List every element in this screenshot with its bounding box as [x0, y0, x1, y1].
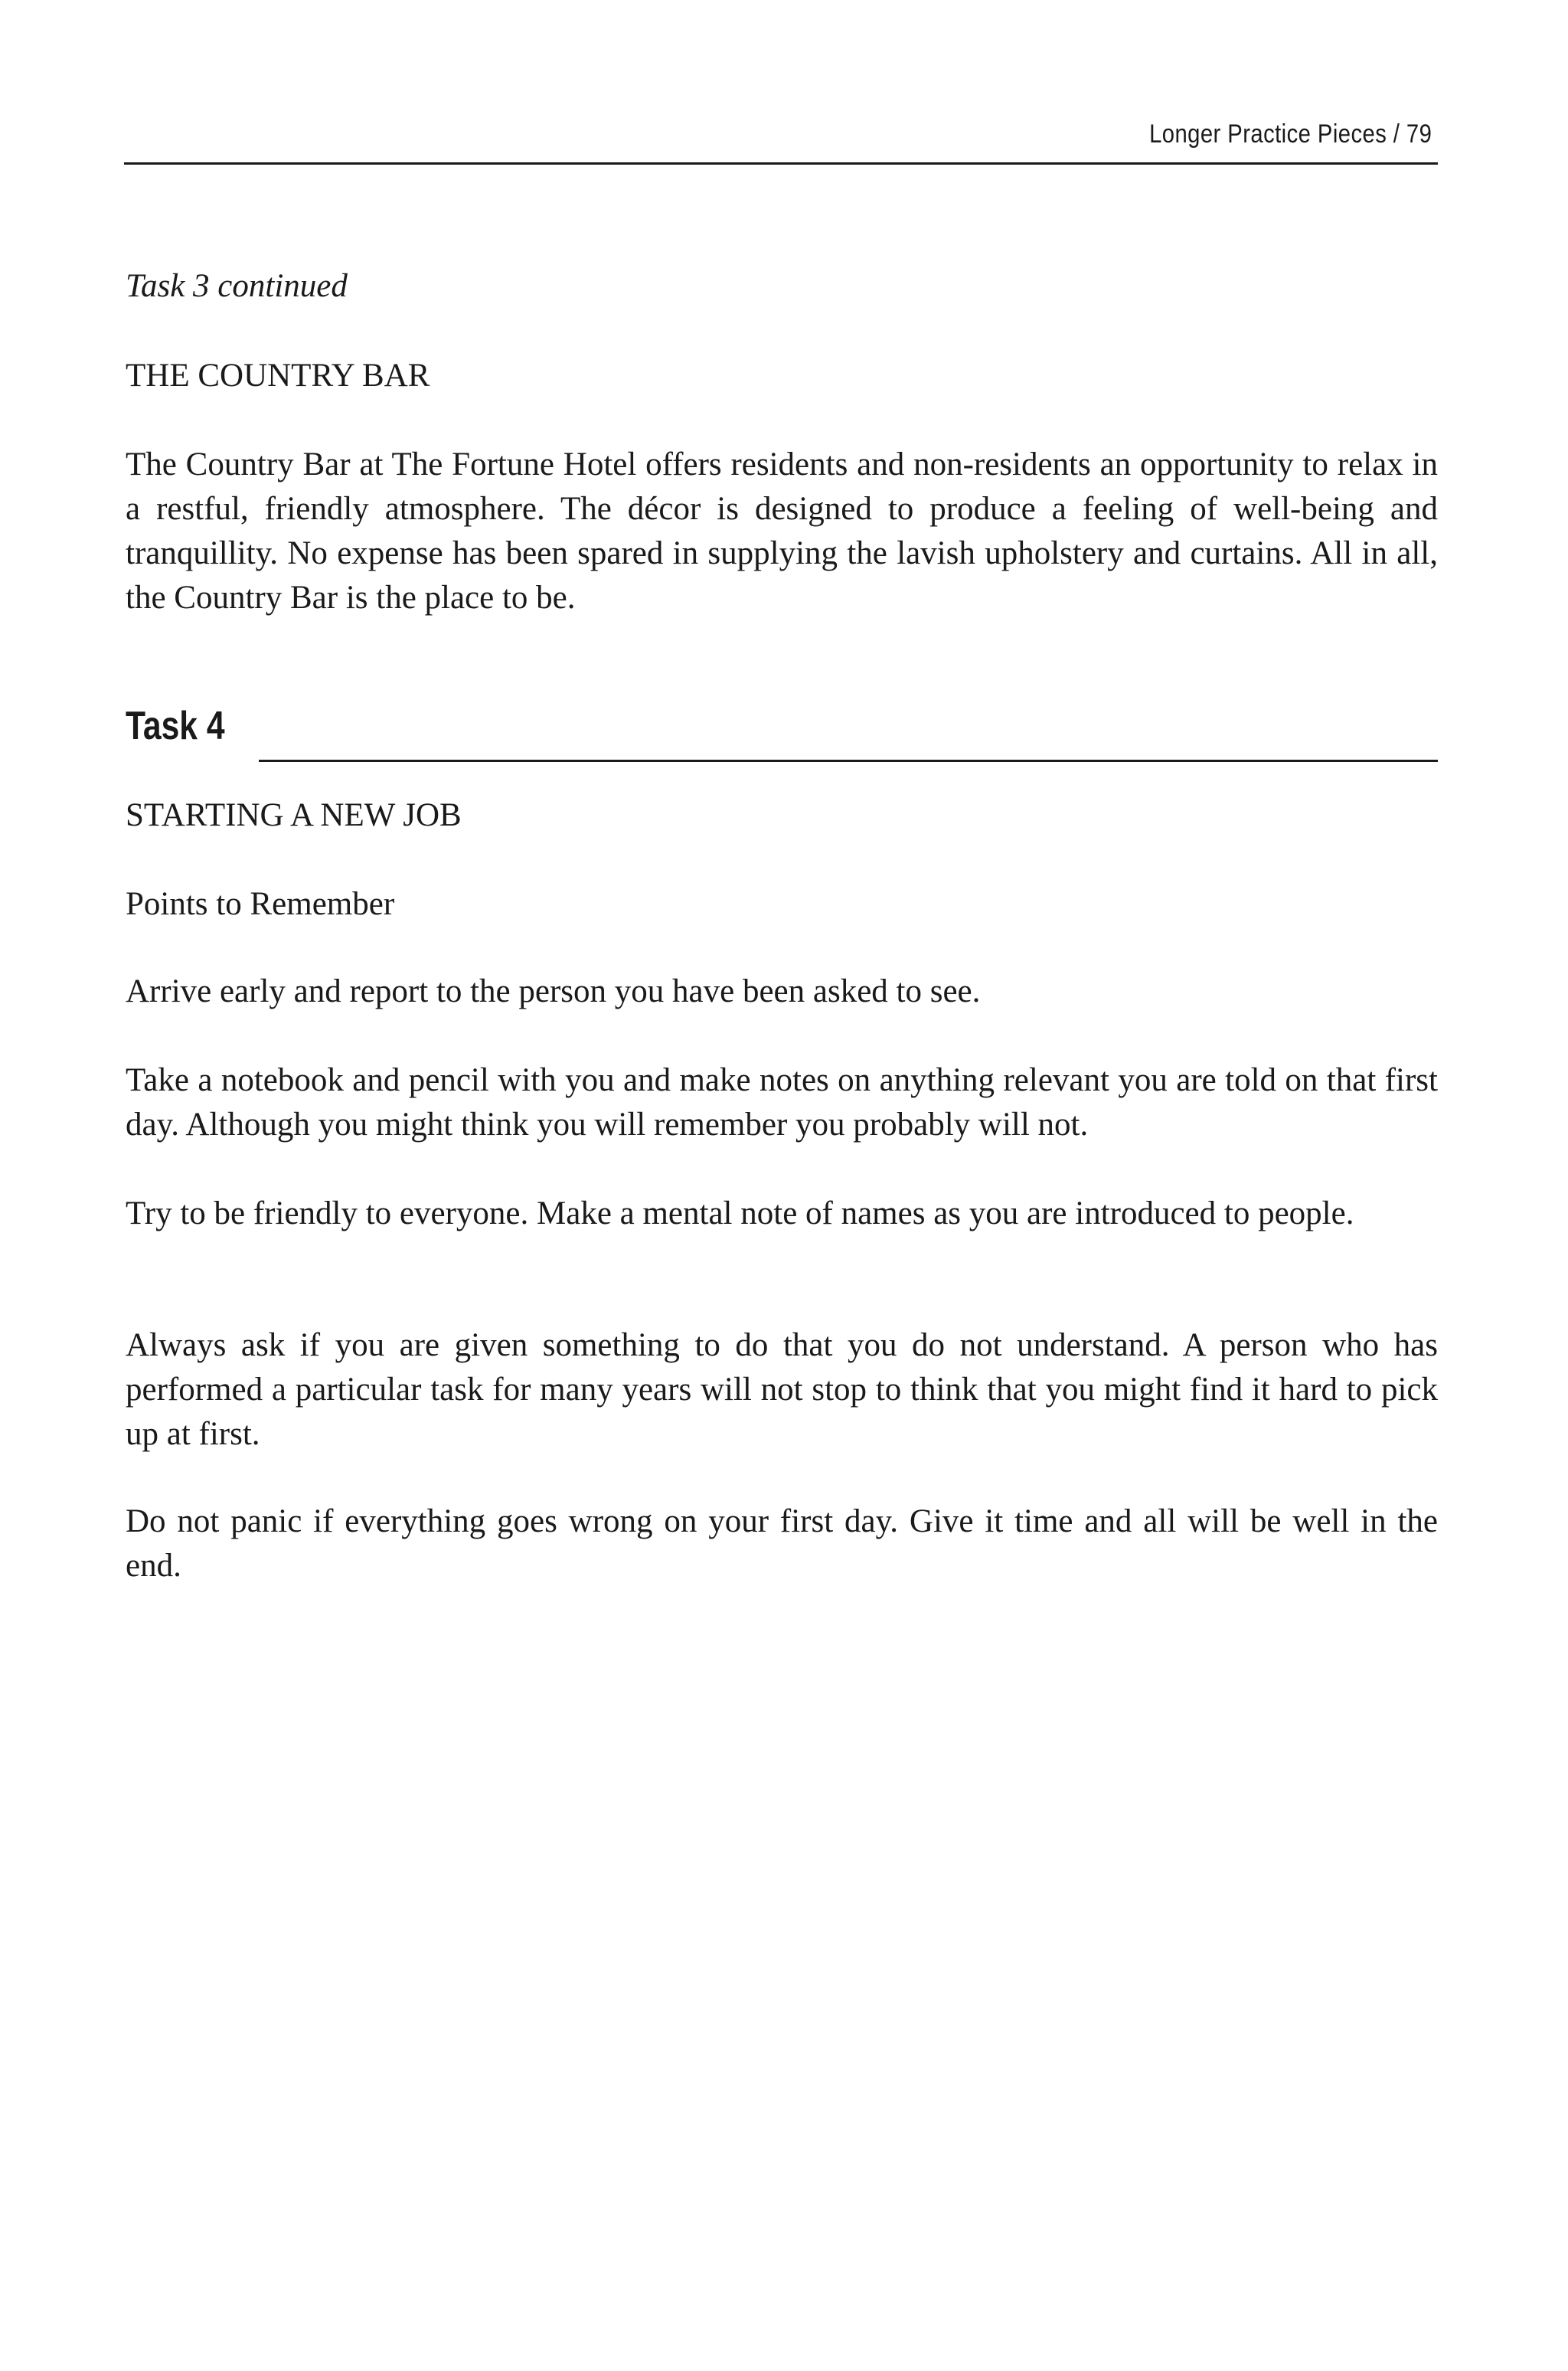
task3-continued-label: Task 3 continued — [126, 268, 348, 304]
point-paragraph: Take a notebook and pencil with you and make notes on anything relevant you are told on that first day. Although you might think you will remember you probably will not. — [126, 1062, 1438, 1143]
points-to-remember-label: Points to Remember — [126, 886, 395, 922]
point-paragraph: Try to be friendly to everyone. Make a mental note of names as you are introduced to people. — [126, 1195, 1354, 1231]
point-paragraph: Always ask if you are given something to do that you do not understand. A person who has performed a particular task for many years will not stop to think that you might find it hard to pick up at first. — [126, 1327, 1438, 1452]
new-job-title: STARTING A NEW JOB — [126, 797, 462, 833]
task4-heading: Task 4 — [126, 704, 225, 748]
point-paragraph: Arrive early and report to the person you have been asked to see. — [126, 973, 981, 1009]
header-rule — [124, 162, 1438, 165]
country-bar-paragraph: The Country Bar at The Fortune Hotel offers residents and non-residents an opportunity to relax in a restful, friendly atmosphere. The décor is designed to produce a feeling of well-being and tranquillity. No expense has been spared in supplying the lavish upholstery and curtains. All in all, the Country Bar is the place to be. — [126, 446, 1438, 616]
task4-rule — [259, 760, 1438, 762]
running-head: Longer Practice Pieces / 79 — [1148, 119, 1432, 149]
country-bar-title: THE COUNTRY BAR — [126, 358, 430, 394]
point-paragraph: Do not panic if everything goes wrong on your first day. Give it time and all will be well in the end. — [126, 1503, 1438, 1584]
